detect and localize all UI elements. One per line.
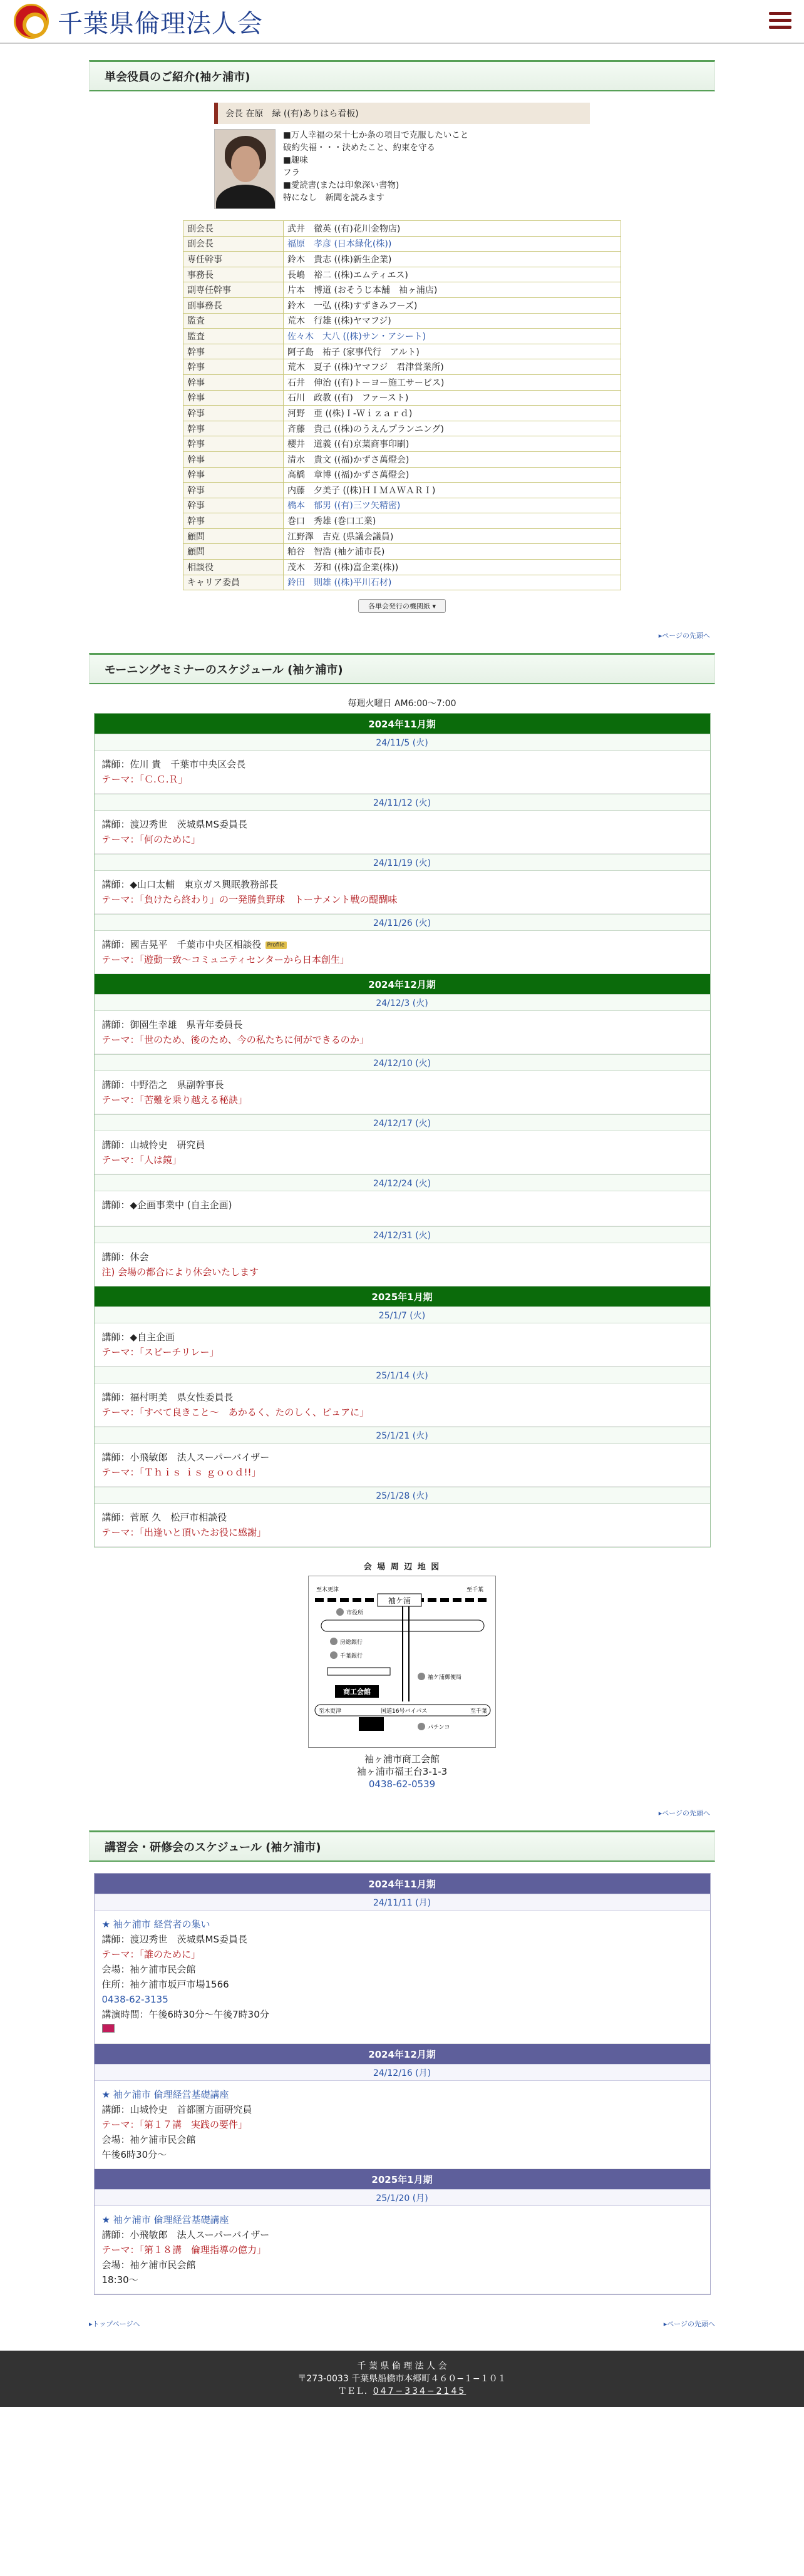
lecture-detail: 会場：袖ケ浦市民会館	[101, 1964, 196, 1976]
officer-role: 幹事	[183, 344, 284, 359]
seminar-speaker	[102, 817, 703, 832]
officer-row	[183, 513, 621, 529]
seminar-speaker	[102, 1390, 703, 1405]
speaker-text: 講師：渡辺秀世 茨城県MS委員長	[101, 819, 247, 831]
officer-role: 幹事	[183, 513, 284, 529]
lecture-entry	[95, 2081, 710, 2169]
seminar-entry	[95, 931, 710, 974]
speaker-text: 講師：◆自主企画	[101, 1332, 175, 1343]
chairman-label: 会長 在原 緑 ((有)ありはら看板)	[214, 103, 590, 124]
officer-row	[183, 575, 621, 590]
lecture-series[interactable]: ★ 袖ケ浦市 経営者の集い	[101, 1919, 210, 1931]
lecture-tel[interactable]: 0438-62-3135	[101, 1994, 168, 2006]
lecture-detail: 18:30〜	[101, 2274, 138, 2286]
venue-map	[308, 1576, 496, 1748]
speaker-text: 講師：福村明美 県女性委員長	[101, 1392, 234, 1403]
svg-text:至千葉: 至千葉	[466, 1587, 484, 1594]
lecture-detail: 午後6時30分〜	[101, 2149, 167, 2161]
speaker-text: 講師：休会	[101, 1251, 149, 1263]
seminar-speaker	[102, 1510, 703, 1525]
lecture-schedule	[94, 1873, 711, 2295]
officer-role: 幹事	[183, 421, 284, 436]
officers-section	[89, 60, 715, 640]
officer-row	[183, 467, 621, 483]
site-footer: 千 葉 県 倫 理 法 人 会 〒273-0033 千葉県船橋市本郷町４６０−１−１０１ ＴＥＬ．047−334−2145	[0, 2351, 804, 2407]
seminar-entry	[95, 751, 710, 794]
lecture-speaker: 講師：渡辺秀世 茨城県MS委員長	[101, 1934, 247, 1946]
section-heading: 単会役員のご紹介(袖ケ浦市)	[89, 60, 715, 91]
month-header: 2025年1月期	[95, 1286, 710, 1306]
officer-name: 鈴木 一弘 ((株)すずきみフーズ)	[284, 297, 621, 313]
seminar-date: 25/1/7 (火)	[95, 1306, 710, 1323]
seminar-date: 25/1/28 (火)	[95, 1487, 710, 1504]
officer-name: 斉藤 貴己 ((株)のうえんプランニング)	[284, 421, 621, 436]
officer-name[interactable]: 佐々木 大八 ((株)サン・アシート)	[284, 329, 621, 344]
officer-row	[183, 528, 621, 544]
seminar-theme: テーマ：「すべて良きこと〜 あかるく、たのしく、ピュアに」	[101, 1407, 369, 1419]
officer-row	[183, 221, 621, 237]
seminar-theme: テーマ：「出逢いと頂いたお役に感謝」	[101, 1527, 267, 1539]
newsletter-select[interactable]: 各単会発行の機関紙 ▾	[358, 599, 446, 613]
chairman-photo	[214, 129, 276, 209]
seminar-date: 24/12/3 (火)	[95, 994, 710, 1011]
venue-address: 袖ヶ浦市福王台3-1-3	[356, 1766, 448, 1778]
top-page-link[interactable]: ▸トップページへ	[89, 2320, 140, 2329]
lecture-date: 24/11/11 (月)	[95, 1894, 710, 1911]
officer-role: 副専任幹事	[183, 282, 284, 298]
venue-name: 袖ヶ浦市商工会館	[364, 1753, 440, 1765]
lecture-speaker: 講師：小飛敏郎 法人スーパーバイザー	[101, 2229, 270, 2241]
officer-role: 専任幹事	[183, 252, 284, 267]
officer-row	[183, 344, 621, 359]
footer-address: 〒273-0033 千葉県船橋市本郷町４６０−１−１０１	[297, 2374, 507, 2384]
morning-seminar-section	[89, 653, 715, 1818]
lecture-series[interactable]: ★ 袖ケ浦市 倫理経営基礎講座	[101, 2214, 229, 2226]
hamburger-menu-icon[interactable]	[769, 8, 791, 31]
site-header	[0, 0, 804, 44]
officer-row	[183, 313, 621, 329]
seminar-theme: テーマ：「スピーチリレー」	[101, 1347, 219, 1358]
seminar-theme: テーマ：「遊動一致〜コミュニティセンターから日本創生」	[101, 954, 349, 966]
speaker-text: 講師：中野浩之 県副幹事長	[101, 1079, 224, 1091]
section-heading: 講習会・研修会のスケジュール (袖ケ浦市)	[89, 1830, 715, 1862]
seminar-entry	[95, 1504, 710, 1547]
seminar-entry	[95, 1383, 710, 1427]
officer-role: 副事務長	[183, 297, 284, 313]
lecture-entry	[95, 2206, 710, 2294]
seminar-time: 毎週火曜日 AM6:00〜7:00	[348, 699, 456, 709]
officer-row	[183, 483, 621, 498]
svg-text:至千葉: 至千葉	[470, 1708, 488, 1715]
seminar-theme: テーマ：「世のため、後のため、今の私たちに何ができるのか」	[101, 1034, 369, 1046]
svg-text:国道16号バイパス: 国道16号バイパス	[381, 1708, 428, 1715]
officer-name: 茂木 芳和 ((株)富企業(株))	[284, 560, 621, 575]
lecture-detail: 住所：袖ケ浦市坂戸市場1566	[101, 1979, 229, 1991]
officer-role: 幹事	[183, 483, 284, 498]
officer-row	[183, 421, 621, 436]
officer-row	[183, 390, 621, 406]
seminar-date: 24/11/5 (火)	[95, 734, 710, 751]
seminar-speaker	[102, 877, 703, 892]
section-heading: モーニングセミナーのスケジュール (袖ケ浦市)	[89, 653, 715, 684]
officer-row	[183, 282, 621, 298]
lecture-entry	[95, 1911, 710, 2044]
officer-row	[183, 560, 621, 575]
footer-tel-link[interactable]: 047−334−2145	[373, 2386, 466, 2397]
officer-row	[183, 451, 621, 467]
svg-text:市役所: 市役所	[346, 1610, 364, 1617]
seminar-date: 24/12/31 (火)	[95, 1226, 710, 1243]
officer-row	[183, 498, 621, 513]
officer-name: 鈴木 貴志 ((株)新生企業)	[284, 252, 621, 267]
officer-name: 武井 徹英 ((有)花川金物店)	[284, 221, 621, 237]
lecture-detail: 講演時間：午後6時30分〜午後7時30分	[101, 2009, 269, 2021]
officer-row	[183, 252, 621, 267]
seminar-date: 24/11/19 (火)	[95, 854, 710, 871]
officer-name: 内藤 夕美子 ((株)ＨＩＭＡＷＡＲＩ)	[284, 483, 621, 498]
svg-text:千葉銀行: 千葉銀行	[340, 1653, 363, 1660]
officer-name: 荒木 行雄 ((株)ヤマフジ)	[284, 313, 621, 329]
officer-role: 幹事	[183, 374, 284, 390]
svg-text:至木更津: 至木更津	[316, 1587, 339, 1594]
seminar-date: 25/1/14 (火)	[95, 1367, 710, 1383]
seminar-schedule	[94, 713, 711, 1547]
svg-text:房総銀行: 房総銀行	[340, 1640, 363, 1646]
officer-role: 相談役	[183, 560, 284, 575]
page-top-link[interactable]: ▸ページの先頭へ	[658, 1809, 710, 1818]
seminar-entry	[95, 1071, 710, 1114]
seminar-theme: テーマ：「苦難を乗り越える秘訣」	[101, 1094, 248, 1106]
officer-role: 事務長	[183, 267, 284, 282]
seminar-date: 25/1/21 (火)	[95, 1427, 710, 1444]
lecture-speaker: 講師：山城怜史 首都圏方面研究員	[101, 2104, 252, 2116]
officer-role: 幹事	[183, 467, 284, 483]
month-header: 2024年11月期	[95, 714, 710, 734]
flyer-icon[interactable]	[102, 2024, 115, 2033]
chairman-card	[214, 103, 590, 209]
seminar-theme: テーマ：「負けたら終わり」の一発勝負野球 トーナメント戦の醍醐味	[101, 894, 398, 906]
seminar-speaker	[102, 937, 703, 952]
lecture-theme: テーマ：「第１８講 倫理指導の億力」	[101, 2244, 267, 2256]
lecture-series[interactable]: ★ 袖ケ浦市 倫理経営基礎講座	[101, 2089, 229, 2101]
lectures-section	[89, 1830, 715, 2295]
officer-row	[183, 329, 621, 344]
officer-name[interactable]: 鈴田 則雄 ((株)平川石材)	[284, 575, 621, 590]
officer-name: 巻口 秀雄 (巻口工業)	[284, 513, 621, 529]
svg-text:袖ケ浦郵便局: 袖ケ浦郵便局	[428, 1675, 462, 1681]
officer-row	[183, 267, 621, 282]
seminar-theme: テーマ：「何のために」	[101, 834, 201, 846]
seminar-theme: テーマ：「Ｃ.Ｃ.Ｒ」	[101, 774, 188, 786]
speaker-text: 講師：菅原 久 松戸市相談役	[101, 1512, 227, 1524]
officer-role: 監査	[183, 329, 284, 344]
speaker-text: 講師：佐川 貴 千葉市中央区会長	[101, 759, 246, 771]
officer-role: 副会長	[183, 221, 284, 237]
seminar-entry	[95, 1444, 710, 1487]
seminar-entry	[95, 1323, 710, 1367]
speaker-text: 講師：◆山口太輔 東京ガス興眠教務部長	[101, 879, 279, 891]
officer-name: 河野 亜 ((株)Ｉ-Ｗｉｚａｒｄ)	[284, 406, 621, 421]
officer-name: 阿子島 祐子 (家事代行 アルト)	[284, 344, 621, 359]
officer-name[interactable]: 福原 孝彦 (日本緑化(株))	[284, 236, 621, 252]
officer-role: キャリア委員	[183, 575, 284, 590]
lecture-theme: テーマ：「誰のために」	[101, 1949, 201, 1961]
seminar-speaker	[102, 1137, 703, 1152]
month-header: 2025年1月期	[95, 2169, 710, 2189]
seminar-entry	[95, 1243, 710, 1286]
officer-name[interactable]: 橋本 郁男 ((有)三ツ矢精密)	[284, 498, 621, 513]
footer-org: 千 葉 県 倫 理 法 人 会	[357, 2361, 447, 2372]
officer-role: 幹事	[183, 451, 284, 467]
lecture-detail: 会場：袖ケ浦市民会館	[101, 2134, 196, 2146]
officer-role: 幹事	[183, 406, 284, 421]
officer-role: 顧問	[183, 544, 284, 560]
seminar-speaker	[102, 1250, 703, 1265]
seminar-speaker	[102, 1077, 703, 1092]
svg-text:パチンコ: パチンコ	[428, 1725, 450, 1732]
seminar-entry	[95, 871, 710, 914]
seminar-note: 注) 会場の都合により休会いたします	[101, 1266, 259, 1278]
officer-row	[183, 359, 621, 375]
lecture-detail: 会場：袖ケ浦市民会館	[101, 2259, 196, 2271]
logo-icon[interactable]	[14, 4, 49, 39]
speaker-text: 講師：御園生幸雄 県青年委員長	[101, 1019, 243, 1031]
seminar-speaker	[102, 757, 703, 772]
officer-role: 幹事	[183, 359, 284, 375]
officer-name: 清水 貴文 ((福)かずさ萬燈会)	[284, 451, 621, 467]
venue-tel-link[interactable]: 0438-62-0539	[368, 1778, 436, 1790]
profile-badge[interactable]: Profile	[265, 942, 287, 949]
speaker-text: 講師：國吉晃平 千葉市中央区相談役	[101, 939, 262, 951]
month-header: 2024年12月期	[95, 974, 710, 994]
svg-text:商工会館: 商工会館	[343, 1688, 371, 1696]
officer-role: 幹事	[183, 390, 284, 406]
site-title[interactable]: 千葉県倫理法人会	[58, 9, 263, 38]
speaker-text: 講師：◆企画事業中 (自主企画)	[101, 1199, 232, 1211]
seminar-date: 24/12/24 (火)	[95, 1174, 710, 1191]
page-top-link[interactable]: ▸ページの先頭へ	[663, 2320, 715, 2329]
lecture-date: 24/12/16 (月)	[95, 2064, 710, 2081]
seminar-entry	[95, 1191, 710, 1226]
seminar-entry	[95, 811, 710, 854]
month-header: 2024年12月期	[95, 2044, 710, 2064]
officer-row	[183, 436, 621, 452]
officer-name: 櫻井 道義 ((有)京葉商事印刷)	[284, 436, 621, 452]
seminar-theme: テーマ：「Ｔｈｉｓ ｉｓ ｇｏｏｄ!!」	[101, 1467, 261, 1479]
officer-role: 副会長	[183, 236, 284, 252]
officers-table	[183, 220, 621, 590]
officer-row	[183, 544, 621, 560]
seminar-date: 24/12/17 (火)	[95, 1114, 710, 1131]
speaker-text: 講師：山城怜史 研究員	[101, 1139, 205, 1151]
officer-name: 長嶋 裕二 ((株)エムティエス)	[284, 267, 621, 282]
officer-name: 片本 博道 (おそうじ本舗 袖ヶ浦店)	[284, 282, 621, 298]
officer-name: 石井 伸治 ((有)トーヨー施工サービス)	[284, 374, 621, 390]
officer-role: 監査	[183, 313, 284, 329]
seminar-entry	[95, 1011, 710, 1054]
month-header: 2024年11月期	[95, 1874, 710, 1894]
officer-role: 幹事	[183, 498, 284, 513]
seminar-date: 24/11/26 (火)	[95, 914, 710, 931]
officer-row	[183, 374, 621, 390]
officer-name: 江野澤 吉克 (県議会議員)	[284, 528, 621, 544]
officer-row	[183, 406, 621, 421]
seminar-speaker	[102, 1198, 703, 1213]
officer-name: 高橋 章博 ((福)かずさ萬燈会)	[284, 467, 621, 483]
map-station-label: 袖ケ浦	[388, 1596, 411, 1606]
map-title: 会 場 周 辺 地 図	[363, 1563, 441, 1573]
officer-name: 粕谷 智浩 (袖ケ浦市長)	[284, 544, 621, 560]
seminar-speaker	[102, 1017, 703, 1032]
officer-name: 石川 政教 ((有) ファースト)	[284, 390, 621, 406]
seminar-speaker	[102, 1330, 703, 1345]
speaker-text: 講師：小飛敏郎 法人スーパーバイザー	[101, 1452, 270, 1464]
chairman-profile: ■万人幸福の栞十七か条の項目で克服したいこと 破約失福・・・決めたこと、約束を守る ■趣味 フラ ■愛読書(または印象深い書物) 特になし 新聞を読みます	[283, 130, 469, 203]
seminar-theme: テーマ：「人は鏡」	[101, 1154, 182, 1166]
officer-name: 荒木 夏子 ((株)ヤマフジ 君津営業所)	[284, 359, 621, 375]
lecture-date: 25/1/20 (月)	[95, 2189, 710, 2206]
officer-row	[183, 236, 621, 252]
seminar-date: 24/12/10 (火)	[95, 1054, 710, 1071]
seminar-date: 24/11/12 (火)	[95, 794, 710, 811]
svg-text:至木更津: 至木更津	[319, 1708, 342, 1715]
officer-role: 幹事	[183, 436, 284, 452]
lecture-theme: テーマ：「第１７講 実践の要件」	[101, 2119, 248, 2131]
officer-role: 顧問	[183, 528, 284, 544]
seminar-entry	[95, 1131, 710, 1174]
officer-row	[183, 297, 621, 313]
page-top-link[interactable]: ▸ページの先頭へ	[658, 632, 710, 640]
seminar-speaker	[102, 1450, 703, 1465]
